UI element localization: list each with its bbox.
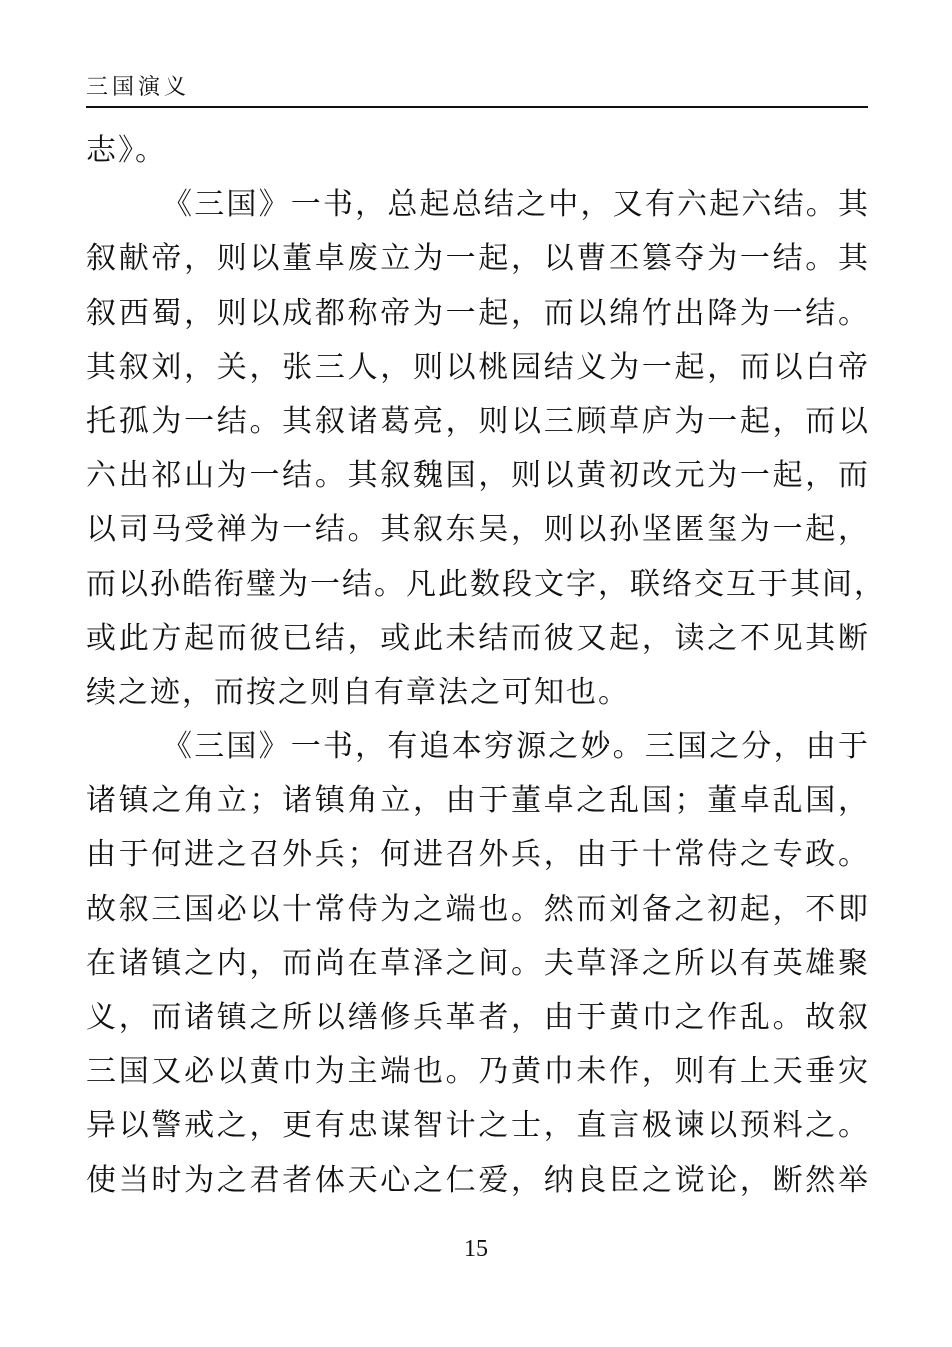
text-line: 叙献帝，则以董卓废立为一起，以曹丕篡夺为一结。其 <box>86 241 870 277</box>
text-line: 志》。 <box>86 133 167 168</box>
header-rule <box>86 106 868 108</box>
text-line: 诸镇之角立；诸镇角立，由于董卓之乱国；董卓乱国， <box>86 783 870 819</box>
text-line: 三国又必以黄巾为主端也。乃黄巾未作，则有上天垂灾 <box>86 1054 870 1090</box>
page-number: 15 <box>464 1236 488 1262</box>
text-line: 故叙三国必以十常侍为之端也。然而刘备之初起，不即 <box>86 891 870 927</box>
text-line: 其叙刘，关，张三人，则以桃园结义为一起，而以白帝 <box>86 349 870 385</box>
text-line: 而以孙皓衔璧为一结。凡此数段文字，联络交互于其间， <box>86 566 886 602</box>
text-line: 或此方起而彼已结，或此未结而彼又起，读之不见其断 <box>86 620 870 656</box>
text-line: 托孤为一结。其叙诸葛亮，则以三顾草庐为一起，而以 <box>86 403 870 439</box>
text-line: 续之迹，而按之则自有章法之可知也。 <box>86 674 630 710</box>
text-line: 使当时为之君者体天心之仁爱，纳良臣之谠论，断然举 <box>86 1162 870 1198</box>
text-line: 在诸镇之内，而尚在草泽之间。夫草泽之所以有英雄聚 <box>86 945 870 981</box>
text-line: 由于何进之召外兵；何进召外兵，由于十常侍之专政。 <box>86 837 870 873</box>
text-line: 《三国》一书，有追本穷源之妙。三国之分，由于 <box>162 729 870 765</box>
text-line: 《三国》一书，总起总结之中，又有六起六结。其 <box>162 187 870 223</box>
text-line: 叙西蜀，则以成都称帝为一起，而以绵竹出降为一结。 <box>86 295 870 331</box>
text-line: 六出祁山为一结。其叙魏国，则以黄初改元为一起，而 <box>86 458 870 494</box>
text-line: 以司马受禅为一结。其叙东吴，则以孙坚匿玺为一起， <box>86 512 870 548</box>
text-line: 义，而诸镇之所以缮修兵革者，由于黄巾之作乱。故叙 <box>86 1000 870 1035</box>
text-line: 异以警戒之，更有忠谋智计之士，直言极谏以预料之。 <box>86 1108 870 1144</box>
running-header: 三国演义 <box>86 75 191 100</box>
body-text <box>86 124 886 1208</box>
